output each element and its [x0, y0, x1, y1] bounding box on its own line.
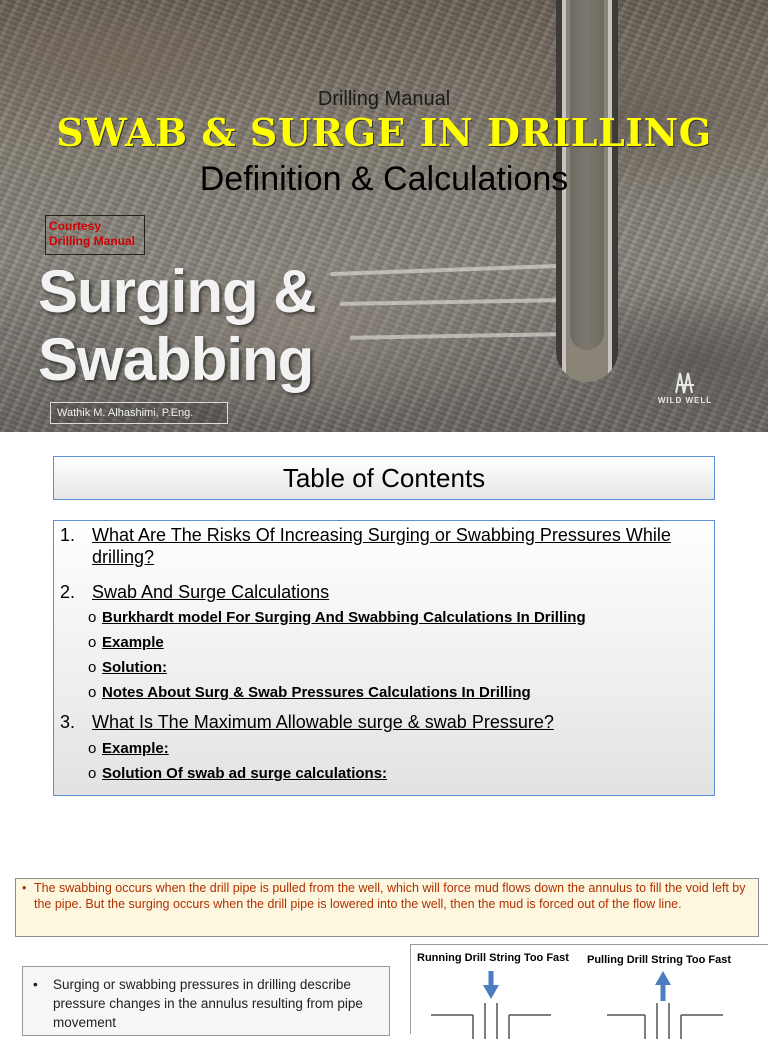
toc-item-number: 1.: [60, 525, 76, 545]
toc-item-1[interactable]: [60, 524, 692, 568]
cover-image: [0, 0, 768, 432]
drill-string-left: [485, 1003, 497, 1039]
toc-bullet: o: [88, 740, 97, 757]
running-label: Running Drill String Too Fast: [417, 952, 569, 964]
toc-subitem[interactable]: [88, 683, 531, 703]
toc-item-2[interactable]: [60, 581, 692, 603]
toc-item-number: 3.: [60, 712, 76, 732]
toc-bullet: o: [88, 634, 97, 651]
pulling-label: Pulling Drill String Too Fast: [587, 954, 732, 966]
toc-bullet: o: [88, 765, 97, 782]
pressure-definition-note: [22, 966, 390, 1036]
courtesy-label: Courtesy Drilling Manual: [45, 215, 145, 255]
up-arrow-icon: [655, 971, 671, 985]
toc-item-link[interactable]: What Are The Risks Of Increasing Surging or Swabbing Pressures While drilling?: [92, 525, 671, 567]
toc-subitem[interactable]: [88, 608, 586, 628]
toc-item-number: 2.: [60, 582, 76, 602]
document-subtitle: Definition & Calculations: [199, 160, 569, 198]
bullet-dot-icon: •: [33, 977, 38, 992]
toc-item-3[interactable]: [60, 711, 692, 733]
toc-bullet: o: [88, 659, 97, 676]
down-arrow-icon: [483, 985, 499, 999]
author-label: Wathik M. Alhashimi, P.Eng.: [50, 402, 228, 424]
toc-subitem[interactable]: [88, 658, 167, 678]
toc-subitem-link[interactable]: Solution Of swab ad surge calculations:: [102, 765, 388, 782]
toc-subitem-link[interactable]: Burkhardt model For Surging And Swabbing Calculations In Drilling: [102, 609, 586, 626]
toc-subitem-link[interactable]: Notes About Surg & Swab Pressures Calculations In Drilling: [102, 684, 531, 701]
rock-streak: [330, 264, 560, 276]
toc-item-link[interactable]: What Is The Maximum Allowable surge & swab Pressure?: [92, 712, 554, 732]
wellbore-diagram: [411, 969, 768, 1049]
cover-headline: [38, 258, 316, 394]
wellbore-casing-left: [473, 1015, 509, 1039]
toc-subitem[interactable]: [88, 633, 164, 653]
surge-swab-diagram: [410, 944, 768, 1034]
drill-string-right: [657, 1003, 669, 1039]
bullet-dot-icon: •: [22, 881, 27, 895]
toc-bullet: o: [88, 609, 97, 626]
swabbing-definition-text: The swabbing occurs when the drill pipe is pulled from the well, which will force mud flows down the annulus to fill the void left by the pipe. But the surging occurs when the drill pipe is lowered into the well, then the mud is forced out of the flow line.: [34, 881, 746, 911]
toc-subitem-link[interactable]: Example:: [102, 740, 169, 757]
toc-item-link[interactable]: Swab And Surge Calculations: [92, 582, 330, 602]
wild-well-logo-text: WILD WELL: [657, 396, 713, 405]
toc-subitem[interactable]: [88, 764, 387, 784]
pressure-definition-text: Surging or swabbing pressures in drilling describe pressure changes in the annulus resulting from pipe movement: [53, 977, 363, 1030]
toc-bullet: o: [88, 684, 97, 701]
document-title: SWAB & SURGE IN DRILLING: [56, 110, 712, 155]
toc-subitem[interactable]: [88, 739, 169, 759]
toc-list: [53, 520, 715, 796]
toc-subitem-link[interactable]: Solution:: [102, 659, 167, 676]
wellbore-casing-right: [645, 1015, 681, 1039]
toc-subitem-link[interactable]: Example: [102, 634, 164, 651]
rock-streak: [340, 298, 560, 306]
document-kicker: Drilling Manual: [317, 88, 451, 110]
cover-headline-line1: Surging &: [38, 258, 316, 325]
toc-heading: Table of Contents: [53, 456, 715, 500]
swabbing-definition-note: [15, 878, 759, 937]
rock-streak: [350, 332, 560, 340]
cover-headline-line2: Swabbing: [38, 326, 314, 393]
